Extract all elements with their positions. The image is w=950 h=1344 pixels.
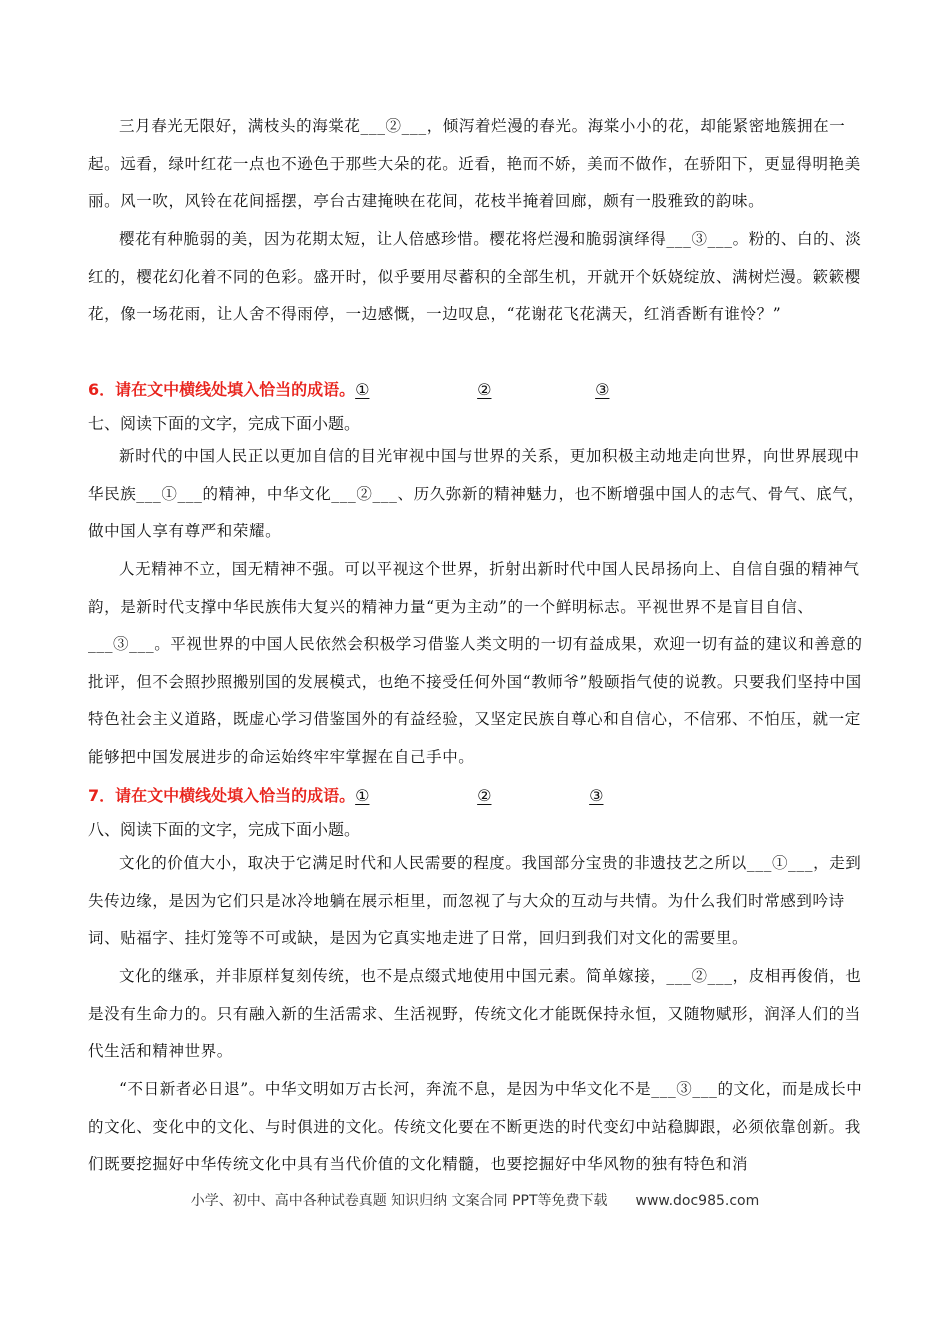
question-6	[88, 378, 615, 402]
question-6-blank-3: ③	[595, 380, 610, 399]
paragraph-yinghua: 樱花有种脆弱的美，因为花期太短，让人倍感珍惜。樱花将烂漫和脆弱演绎得___③___。粉的、白的、淡红的，樱花幻化着不同的色彩。盛开时，似乎要用尽蓄积的全部生机，开就开个妖娆绽放、满树烂漫。簌簌樱花，像一场花雨，让人舍不得雨停，一边感慨，一边叹息，“花谢花飞花满天，红消香断有谁怜？”	[88, 230, 862, 323]
paragraph-culture-inherit: 文化的继承，并非原样复刻传统，也不是点缀式地使用中国元素。简单嫁接，___②___，皮相再俊俏，也是没有生命力的。只有融入新的生活需求、生活视野，传统文化才能既保持永恒，又随物赋形，润泽人们的当代生活和精神世界。	[88, 967, 862, 1060]
question-7-blank-2: ②	[477, 786, 492, 805]
paragraph-culture-innovate: “不日新者必日退”。中华文明如万古长河，奔流不息，是因为中华文化不是___③___的文化，而是成长中的文化、变化中的文化、与时俱进的文化。传统文化要在不断更迭的时代变幻中站稳脚跟，必须依靠创新。我们既要挖掘好中华传统文化中具有当代价值的文化精髓，也要挖掘好中华风物的独有特色和消	[88, 1080, 863, 1173]
question-7-prompt: 7．请在文中横线处填入恰当的成语。	[88, 786, 356, 805]
question-6-prompt: 6．请在文中横线处填入恰当的成语。	[88, 380, 356, 399]
page-footer	[0, 1190, 950, 1210]
paragraph-new-era: 新时代的中国人民正以更加自信的目光审视中国与世界的关系，更加积极主动地走向世界，向世界展现中华民族___①___的精神，中华文化___②___、历久弥新的精神魅力，也不断增强中国人的志气、骨气、底气，做中国人享有尊严和荣耀。	[88, 447, 865, 540]
paragraph-haitang: 三月春光无限好，满枝头的海棠花___②___，倾泻着烂漫的春光。海棠小小的花，却能紧密地簇拥在一起。远看，绿叶红花一点也不逊色于那些大朵的花。近看，艳而不娇，美而不做作，在骄阳下，更显得明艳美丽。风一吹，风铃在花间摇摆，亭台古建掩映在花间，花枝半掩着回廊，颇有一股雅致的韵味。	[88, 117, 861, 210]
question-6-blank-1: ①	[355, 380, 370, 399]
paragraph-spirit: 人无精神不立，国无精神不强。可以平视这个世界，折射出新时代中国人民昂扬向上、自信自强的精神气韵，是新时代支撑中华民族伟大复兴的精神力量“更为主动”的一个鲜明标志。平视世界不是盲目自信、___③___。平视世界的中国人民依然会积极学习借鉴人类文明的一切有益成果，欢迎一切有益的建议和善意的批评，但不会照抄照搬别国的发展模式，也绝不接受任何外国“教师爷”般颐指气使的说教。只要我们坚持中国特色社会主义道路，既虚心学习借鉴国外的有益经验，又坚定民族自尊心和自信心，不信邪、不怕压，就一定能够把中国发展进步的命运始终牢牢掌握在自己手中。	[88, 560, 863, 766]
section-7-heading: 七、阅读下面的文字，完成下面小题。	[88, 414, 361, 433]
question-7-blank-3: ③	[589, 786, 604, 805]
question-6-blank-2: ②	[477, 380, 492, 399]
section-8-heading: 八、阅读下面的文字，完成下面小题。	[88, 820, 361, 839]
question-7	[88, 784, 609, 808]
footer-url[interactable]: www.doc985.com	[635, 1193, 760, 1209]
paragraph-culture-value: 文化的价值大小，取决于它满足时代和人民需要的程度。我国部分宝贵的非遗技艺之所以___①___，走到失传边缘，是因为它们只是冰冷地躺在展示柜里，而忽视了与大众的互动与共情。为什么我们时常感到吟诗词、贴福字、挂灯笼等不可或缺，是因为它真实地走进了日常，回归到我们对文化的需要里。	[88, 854, 862, 947]
question-7-blank-1: ①	[355, 786, 370, 805]
footer-text: 小学、初中、高中各种试卷真题 知识归纳 文案合同 PPT等免费下载	[190, 1193, 608, 1209]
